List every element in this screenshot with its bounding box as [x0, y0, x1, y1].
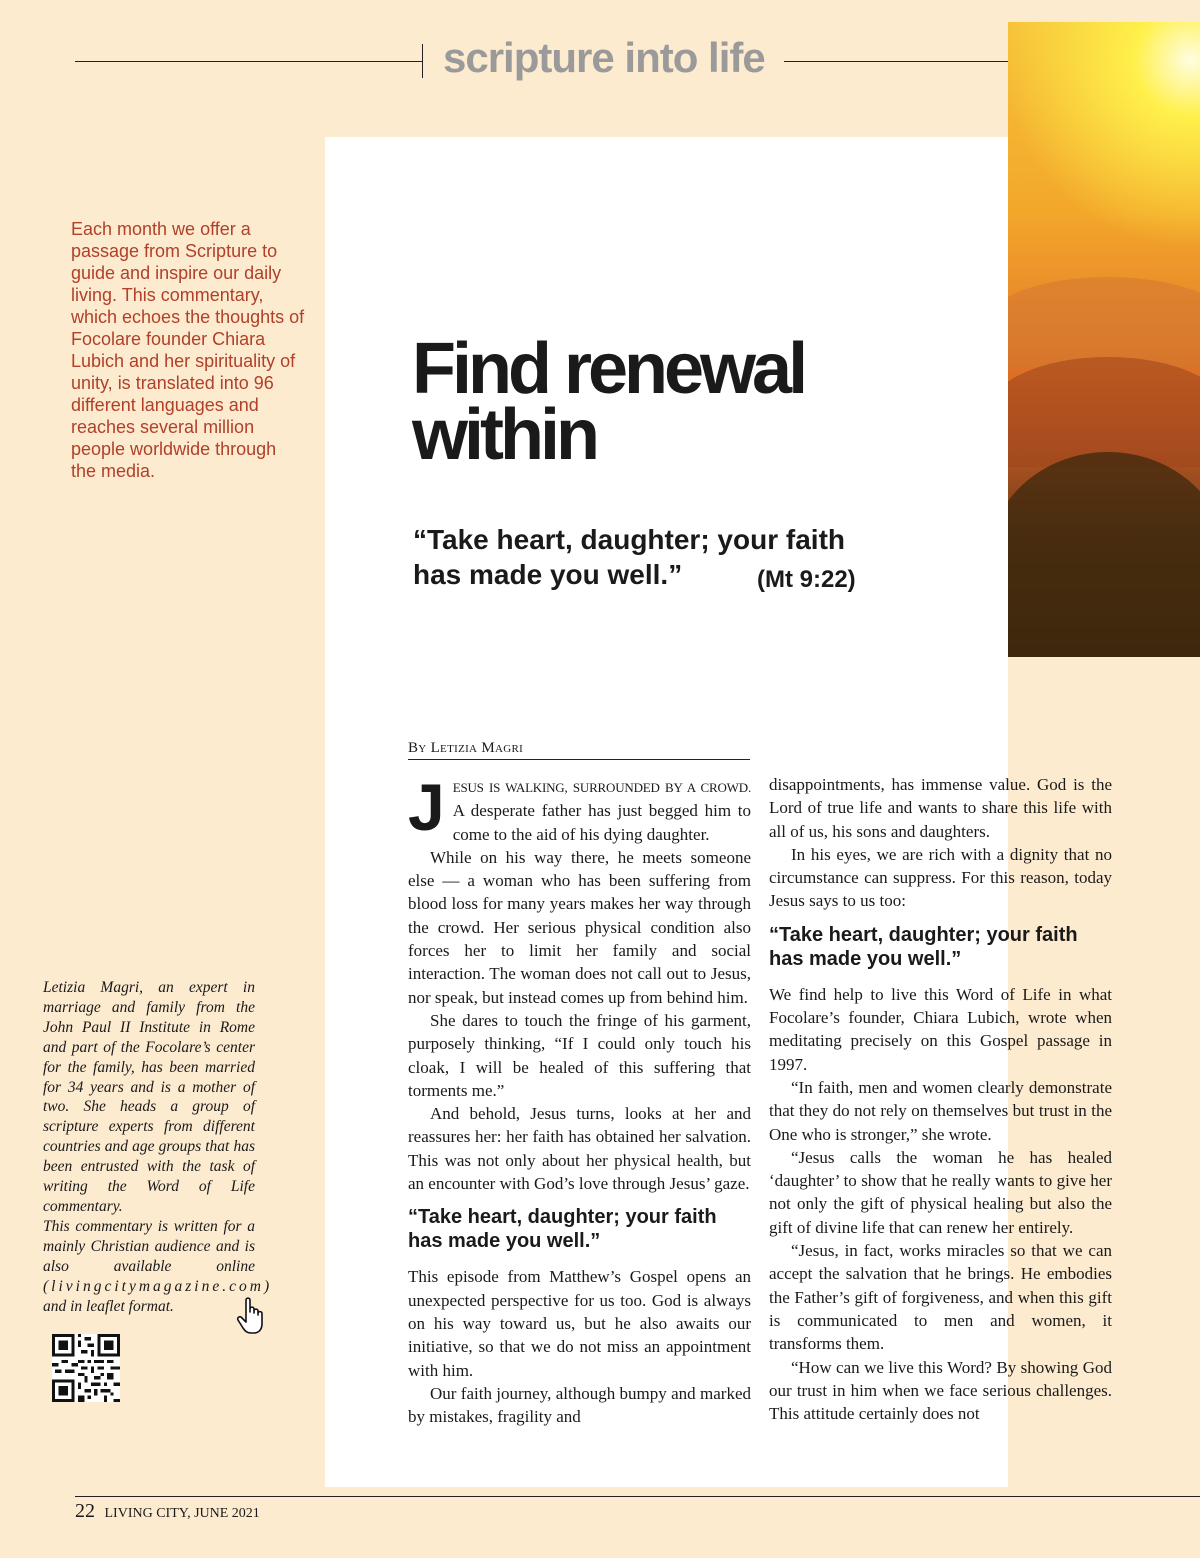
paragraph: disappointments, has immense value. God is the Lord of true life and wants to share this life with all of us, his sons and daughters.: [769, 775, 1112, 841]
section-header: [0, 30, 1010, 90]
bio-text: Letizia Magri, an expert in marriage and family from the John Paul II Institute in Rome and part of the Focolare’s center for the family, has been married for 34 years and is a mother of two. She heads a group of scripture experts from different countries and age groups that has been entrusted with the task of writing the Word of Life commentary.: [43, 979, 255, 1215]
page-number: 22: [75, 1500, 95, 1522]
scripture-quote: [413, 522, 893, 592]
drop-cap: J: [408, 770, 445, 844]
quote-text: “Take heart, daughter; your faith has made you well.”: [413, 524, 845, 590]
paragraph: We find help to live this Word of Life in what Focolare’s founder, Chiara Lubich, wrote when meditating precisely on this Gospel passage in 1997.: [769, 984, 1112, 1074]
pull-quote: “Take heart, daughter; your faith has made you well.”: [769, 923, 1078, 970]
website-link[interactable]: (livingcitymagazine.com): [43, 1277, 273, 1295]
lead-small-caps: ESUS IS WALKING, SURROUNDED BY A CROWD.: [452, 780, 751, 795]
quote-reference: (Mt 9:22): [757, 566, 856, 593]
paragraph: In his eyes, we are rich with a dignity that no circumstance can suppress. For this reason, today Jesus says to us too:: [769, 844, 1112, 911]
article-column-1: [408, 770, 751, 1428]
bio-availability: This commentary is written for a mainly Christian audience and is also available online (livingcitymagazine.com) and in leaflet format.: [43, 1217, 273, 1315]
header-rule-right: [784, 61, 1010, 62]
author-bio: [43, 978, 273, 1316]
byline: By Letizia Magri: [408, 740, 750, 760]
footer-rule: [75, 1496, 1200, 1497]
paragraph: “Jesus, in fact, works miracles so that we can accept the salvation that he brings. He embodies the Father’s gift of forgiveness, and when this gift is communicated to men and women, it transforms them.: [769, 1241, 1112, 1354]
article-title: Find renewal within: [412, 329, 805, 475]
article-column-2: [769, 773, 1112, 1425]
paragraph: Our faith journey, although bumpy and marked by mistakes, fragility and: [408, 1383, 751, 1427]
paragraph: “In faith, men and women clearly demonstrate that they do not rely on themselves but trust in the One who is stronger,” she wrote.: [769, 1077, 1112, 1144]
header-divider-tick: [422, 44, 423, 78]
paragraph: While on his way there, he meets someone else — a woman who has been suffering from blood loss for many years makes her way through the crowd. Her serious physical condition also forces her to limit her family and social interaction. The woman does not call out to Jesus, nor speak, but instead comes up from behind him.: [408, 847, 751, 1007]
header-rule-left: [75, 61, 422, 62]
section-label: scripture into life: [443, 34, 765, 81]
hand-pointer-icon: [236, 1296, 268, 1336]
page-footer: [75, 1500, 260, 1523]
paragraph: And behold, Jesus turns, looks at her and reassures her: her faith has obtained her salvation. This was not only about her physical health, but an encounter with God’s love through Jesus’ gaze.: [408, 1104, 751, 1194]
pull-quote: “Take heart, daughter; your faith has made you well.”: [408, 1206, 717, 1253]
paragraph: “Jesus calls the woman he has healed ‘daughter’ to show that he really wants to give her not only the gift of physical healing but also the gift of divine life that can renew her entirely.: [769, 1147, 1112, 1237]
publication-info: LIVING CITY, JUNE 2021: [104, 1506, 260, 1521]
paragraph: She dares to touch the fringe of his garment, purposely thinking, “If I could only touch his cloak, I will be healed of this suffering that torments me.”: [408, 1010, 751, 1100]
intro-text: Each month we offer a passage from Scripture to guide and inspire our daily living. This commentary, which echoes the thoughts of Focolare founder Chiara Lubich and her spirituality of unity, is translated into 96 different languages and reaches several million people worldwide through the media.: [71, 219, 305, 481]
paragraph: “How can we live this Word? By showing God our trust in him when we face serious challenges. This attitude certainly does not: [769, 1357, 1112, 1424]
paragraph: This episode from Matthew’s Gospel opens an unexpected perspective for us too. God is always on his way toward us, but he also awaits our initiative, so that we do not miss an appointment with him.: [408, 1267, 751, 1380]
lead-paragraph: JESUS IS WALKING, SURROUNDED BY A CROWD. A desperate father has just begged him to come to the aid of his dying daughter.: [408, 770, 751, 844]
qr-code-icon: [52, 1334, 120, 1402]
sunrise-landscape-image: [1008, 22, 1200, 657]
